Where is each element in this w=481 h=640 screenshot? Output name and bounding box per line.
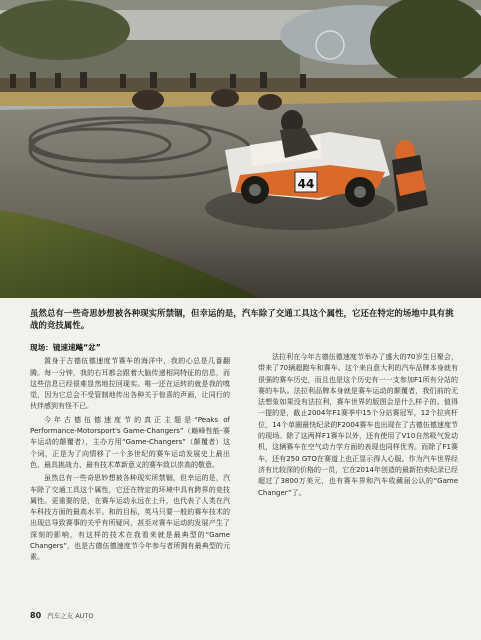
left-paragraph-1: 置身于古德伍德速度节赛车的海洋中，我的心总是几番翻腾。每一分钟，我的右耳都会跟着大脑传递相同特征的信息，而这些信息已经很难显然地拉回现实。唯一还在运转的就是我的嗅觉，因为它总会不受管制地传出各种关于惊喜的声画，让同行的伙伴感到有怪不已。 [30,357,230,411]
left-paragraph-3: 虽然总有一些奇思妙想被各种现实所禁锢，但幸运的是，汽车除了交通工具这个属性，它还在特定的环境中具有跨界的竞技属性。更重要的是，在赛车运动永远在上升，也代表了人类在汽车科技方面的最高水平。和的目标，英马只要一般的赛车技术的出现总导致赛事的关乎有所疑问，甚至对赛车运动的发展产生了深刻的影响，有这样的技术在我看来就是最典型的“Game Changers”，也是古德伍德速度节今年参与者所拥有最典型的元素。 [30,474,230,562]
right-column [258,352,458,501]
magazine-name: 汽车之友 AUTO [47,612,94,620]
left-column [30,342,230,566]
left-paragraph-2: 今年古德伍德速度节的真正主题是“Peaks of Performance-Motorsport's Game-Changers”（巅峰性能-赛车运动的颠覆者），主办方用“Game-Changers”（颠覆者）这个词，正是为了向情移了一个多世纪的赛车运动发展史上最出色、最具挑战力、最有技术革新意义的赛车致以崇高的敬意。 [30,415,230,469]
page-number: 80 [30,611,42,620]
hero-photo [0,0,481,298]
sidecar-race-photo [0,0,481,298]
section-heading: 现场：镜速速飚“忿” [30,343,101,352]
right-paragraph-1: 法拉利在今年古德伍德速度节举办了盛大的70岁生日聚会，带来了70辆超跑车和赛车。这个来自意大利的汽车品牌本身就有很强的赛车历史，而且也是这个历史有一一支参加F1所有分站的赛的车队。法拉利品牌本身就是赛车运动的颠覆者，我们前的无法想象如果没有法拉利，赛车世界的版图会是什么样子的。值得一提的是，截止2004年F1赛季中15个分站赛冠军，12个拉宾杆位，14个单圈最快纪录的F2004赛车也出现在了古德伍德速度节的现场。除了这两样F1赛车以外，还有使用了V10自然吸气发动机，这辆赛车在空气动力学方面的表现也同样优秀。而除了F1赛车，还有250 GTO在赛道上也正显示得人心服。作为汽车世界经济有比较深的价格的一员，它在2014年创造的最新拍卖纪录已经超过了3800万美元，也有赛车界和汽车收藏届公认的“Game Changer”了。 [258,353,458,497]
page-footer [30,611,94,620]
svg-text:44: 44 [297,177,315,191]
photo-caption: 虽然总有一些奇思妙想被各种现实所禁锢，但幸运的是，汽车除了交通工具这个属性，它还在特定的场地中具有挑战的竞技属性。 [30,308,454,330]
